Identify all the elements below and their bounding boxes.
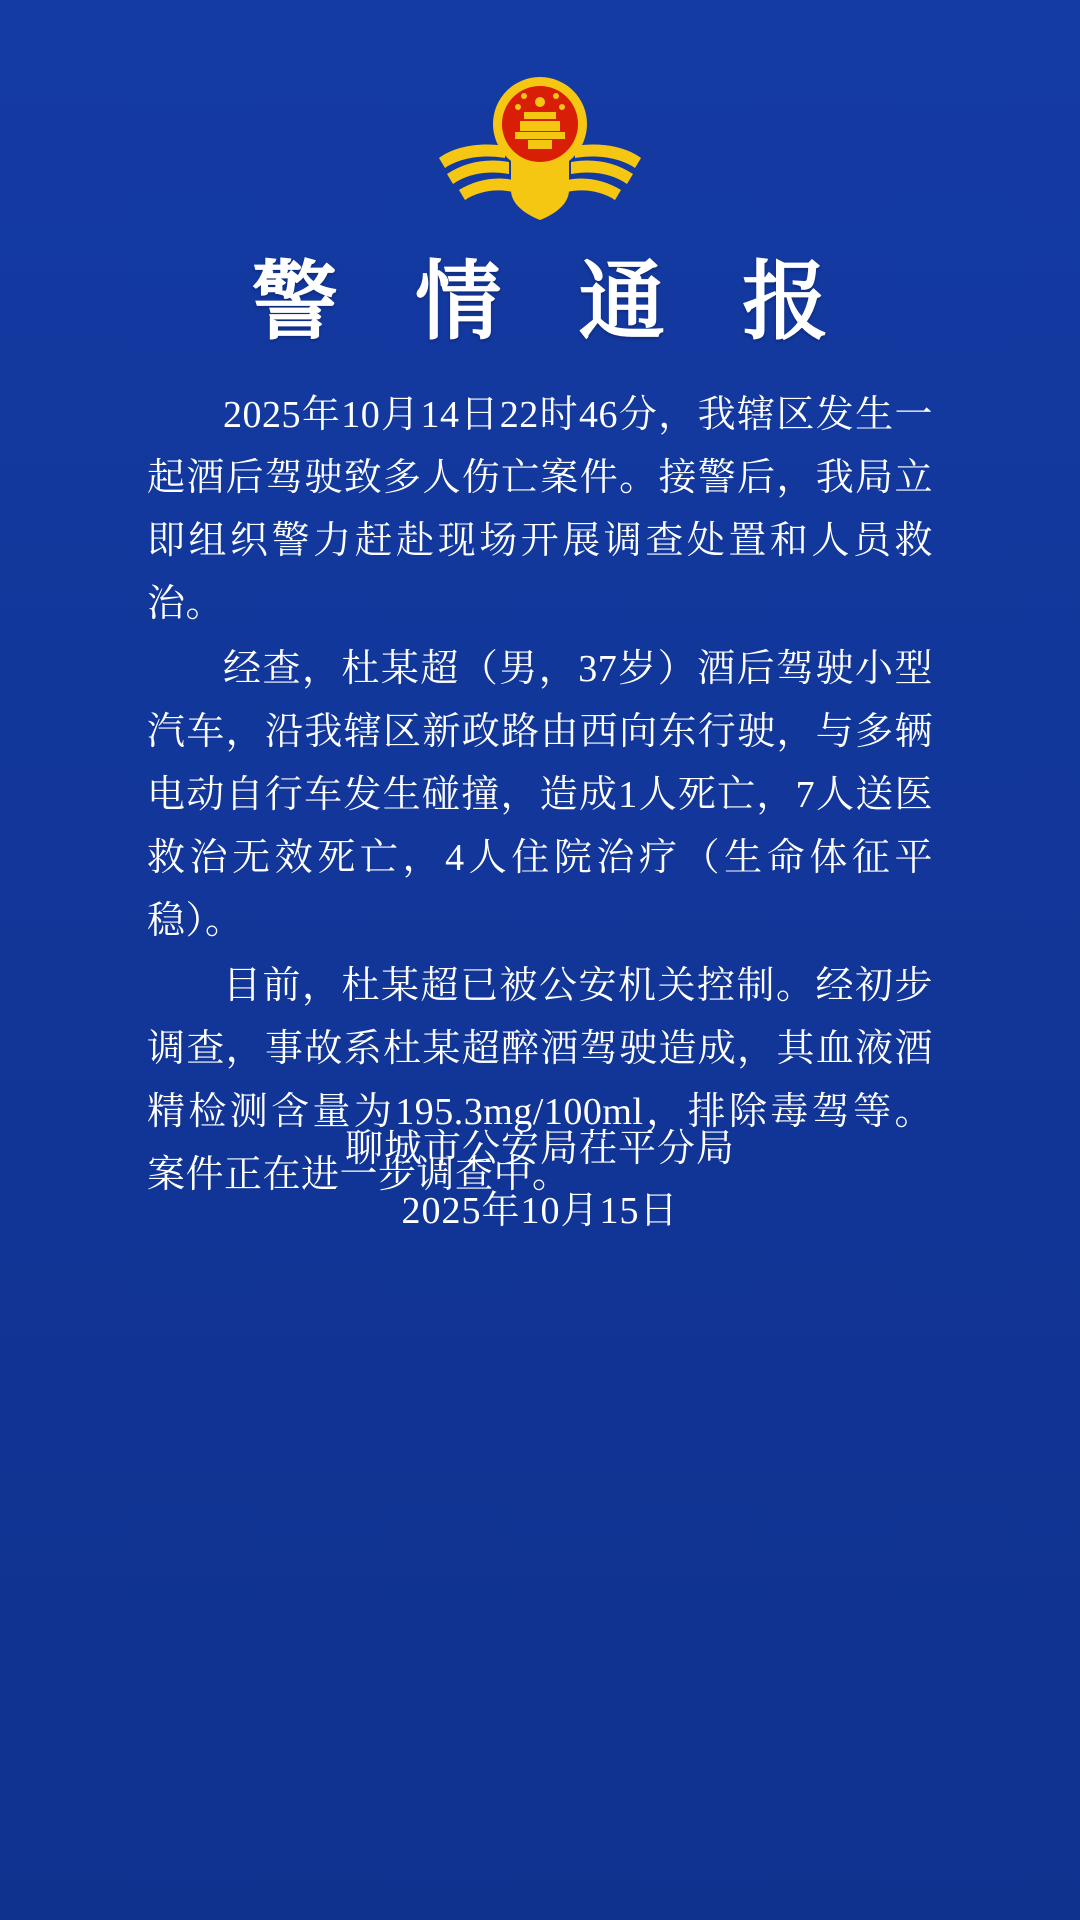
signature-block xyxy=(0,1118,1080,1242)
page-title: 警 情 通 报 xyxy=(251,254,857,350)
china-police-badge-icon xyxy=(425,62,655,227)
notice-body xyxy=(147,384,933,1209)
paragraph-2: 经查，杜某超（男，37岁）酒后驾驶小型汽车，沿我辖区新政路由西向东行驶，与多辆电动自行车发生碰撞，造成1人死亡，7人送医救治无效死亡，4人住院治疗（生命体征平稳）。 xyxy=(147,647,933,942)
paragraph-1: 2025年10月14日22时46分，我辖区发生一起酒后驾驶致多人伤亡案件。接警后，我局立即组织警力赶赴现场开展调查处置和人员救治。 xyxy=(147,393,933,625)
paragraph-3: 目前，杜某超已被公安机关控制。经初步调查，事故系杜某超醉酒驾驶造成，其血液酒精检测含量为195.3mg/100ml，排除毒驾等。案件正在进一步调查中。 xyxy=(147,964,933,1196)
issuing-authority: 聊城市公安局茌平分局 xyxy=(344,1128,735,1170)
issue-date: 2025年10月15日 xyxy=(401,1190,679,1232)
